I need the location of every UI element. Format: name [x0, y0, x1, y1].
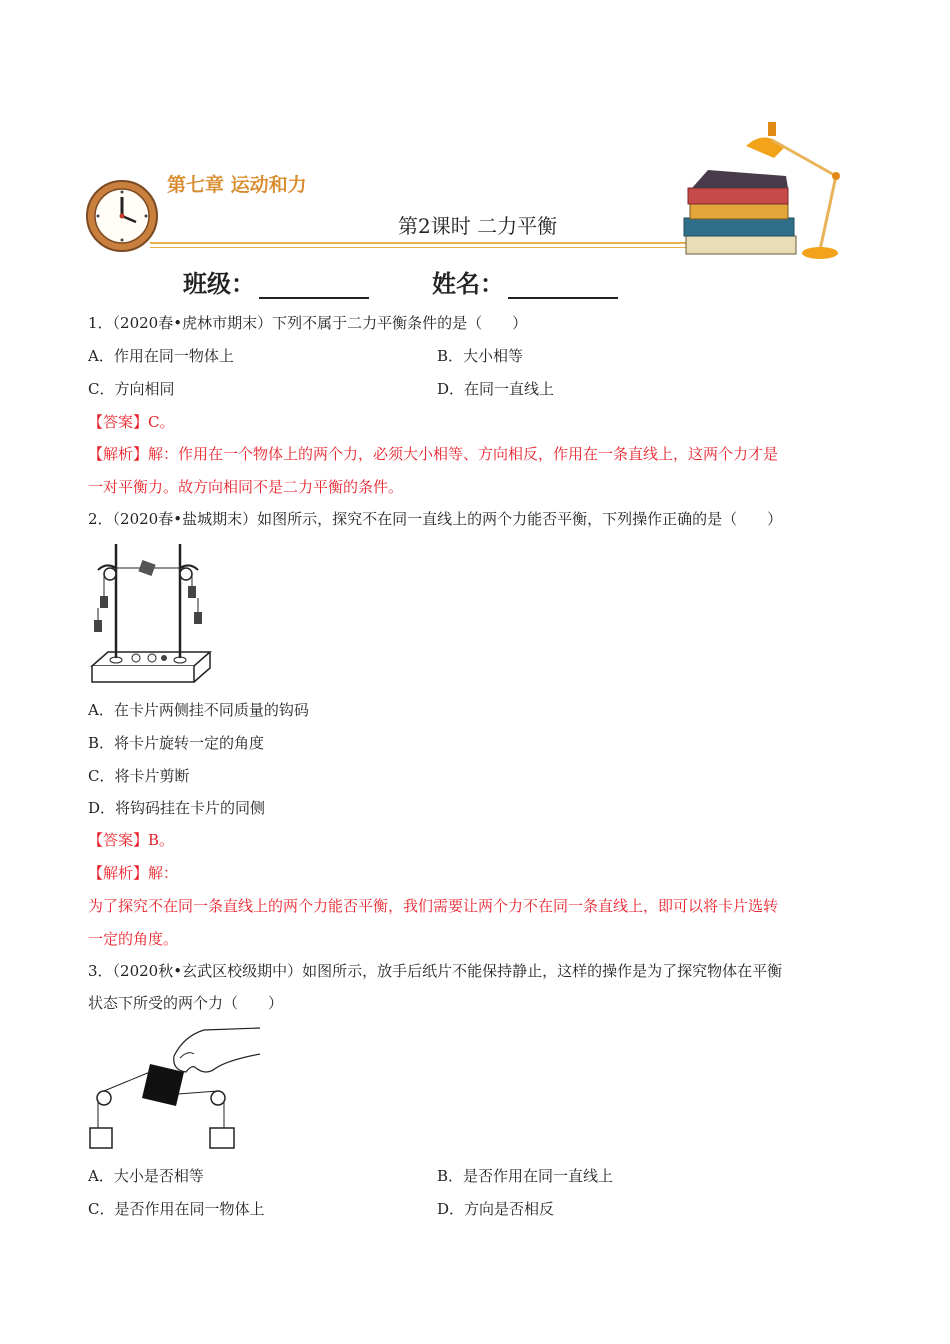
q2-apparatus-figure [88, 540, 214, 686]
q2-analysis-label: 【解析】解： [88, 864, 179, 882]
class-field[interactable] [183, 264, 369, 299]
q1-option-b: B．大小相等 [437, 347, 524, 365]
q2-option-a: A．在卡片两侧挂不同质量的钩码 [88, 701, 309, 719]
chapter-title: 第七章 运动和力 [167, 174, 307, 196]
q2-answer: 【答案】B。 [88, 831, 175, 849]
lesson-title: 第2课时 二力平衡 [398, 214, 558, 238]
q2-option-d: D．将钩码挂在卡片的同侧 [88, 799, 266, 817]
q3-option-c: C．是否作用在同一物体上 [88, 1200, 265, 1218]
q3-card-hand-figure [88, 1024, 264, 1154]
q3-stem: 3．（2020秋•玄武区校级期中）如图所示，放手后纸片不能保持静止，这样的操作是为了探究物体在平衡 [88, 962, 783, 980]
q3-option-d: D．方向是否相反 [437, 1200, 555, 1218]
q1-analysis-cont: 一对平衡力。故方向相同不是二力平衡的条件。 [88, 478, 404, 496]
q2-option-c: C．将卡片剪断 [88, 767, 190, 785]
q1-analysis: 【解析】解：作用在一个物体上的两个力，必须大小相等、方向相反，作用在一条直线上，这两个力才是 [88, 445, 779, 463]
class-blank[interactable] [259, 275, 369, 299]
q1-stem: 1．（2020春•虎林市期末）下列不属于二力平衡条件的是（ ） [88, 314, 528, 332]
q3-option-b: B．是否作用在同一直线上 [437, 1167, 614, 1185]
name-label: 姓名： [432, 270, 504, 298]
q1-option-a: A．作用在同一物体上 [88, 347, 234, 365]
clock-icon [84, 178, 160, 254]
header-rule [150, 242, 710, 244]
name-field[interactable] [432, 264, 618, 299]
q1-option-d: D．在同一直线上 [437, 380, 555, 398]
q2-analysis-cont: 一定的角度。 [88, 930, 179, 948]
q3-stem-cont: 状态下所受的两个力（ ） [88, 994, 284, 1012]
q1-answer: 【答案】C。 [88, 413, 175, 431]
q2-analysis: 为了探究不在同一条直线上的两个力能否平衡，我们需要让两个力不在同一条直线上，即可以将卡片选转 [88, 897, 779, 915]
q1-option-c: C．方向相同 [88, 380, 175, 398]
name-blank[interactable] [508, 275, 618, 299]
header-rule-thin [150, 247, 690, 248]
q2-stem: 2．（2020春•盐城期末）如图所示，探究不在同一直线上的两个力能否平衡，下列操作正确的是（ ） [88, 510, 783, 528]
books-lamp-illustration [678, 118, 846, 263]
q2-option-b: B．将卡片旋转一定的角度 [88, 734, 265, 752]
class-label: 班级： [183, 270, 255, 298]
q3-option-a: A．大小是否相等 [88, 1167, 204, 1185]
